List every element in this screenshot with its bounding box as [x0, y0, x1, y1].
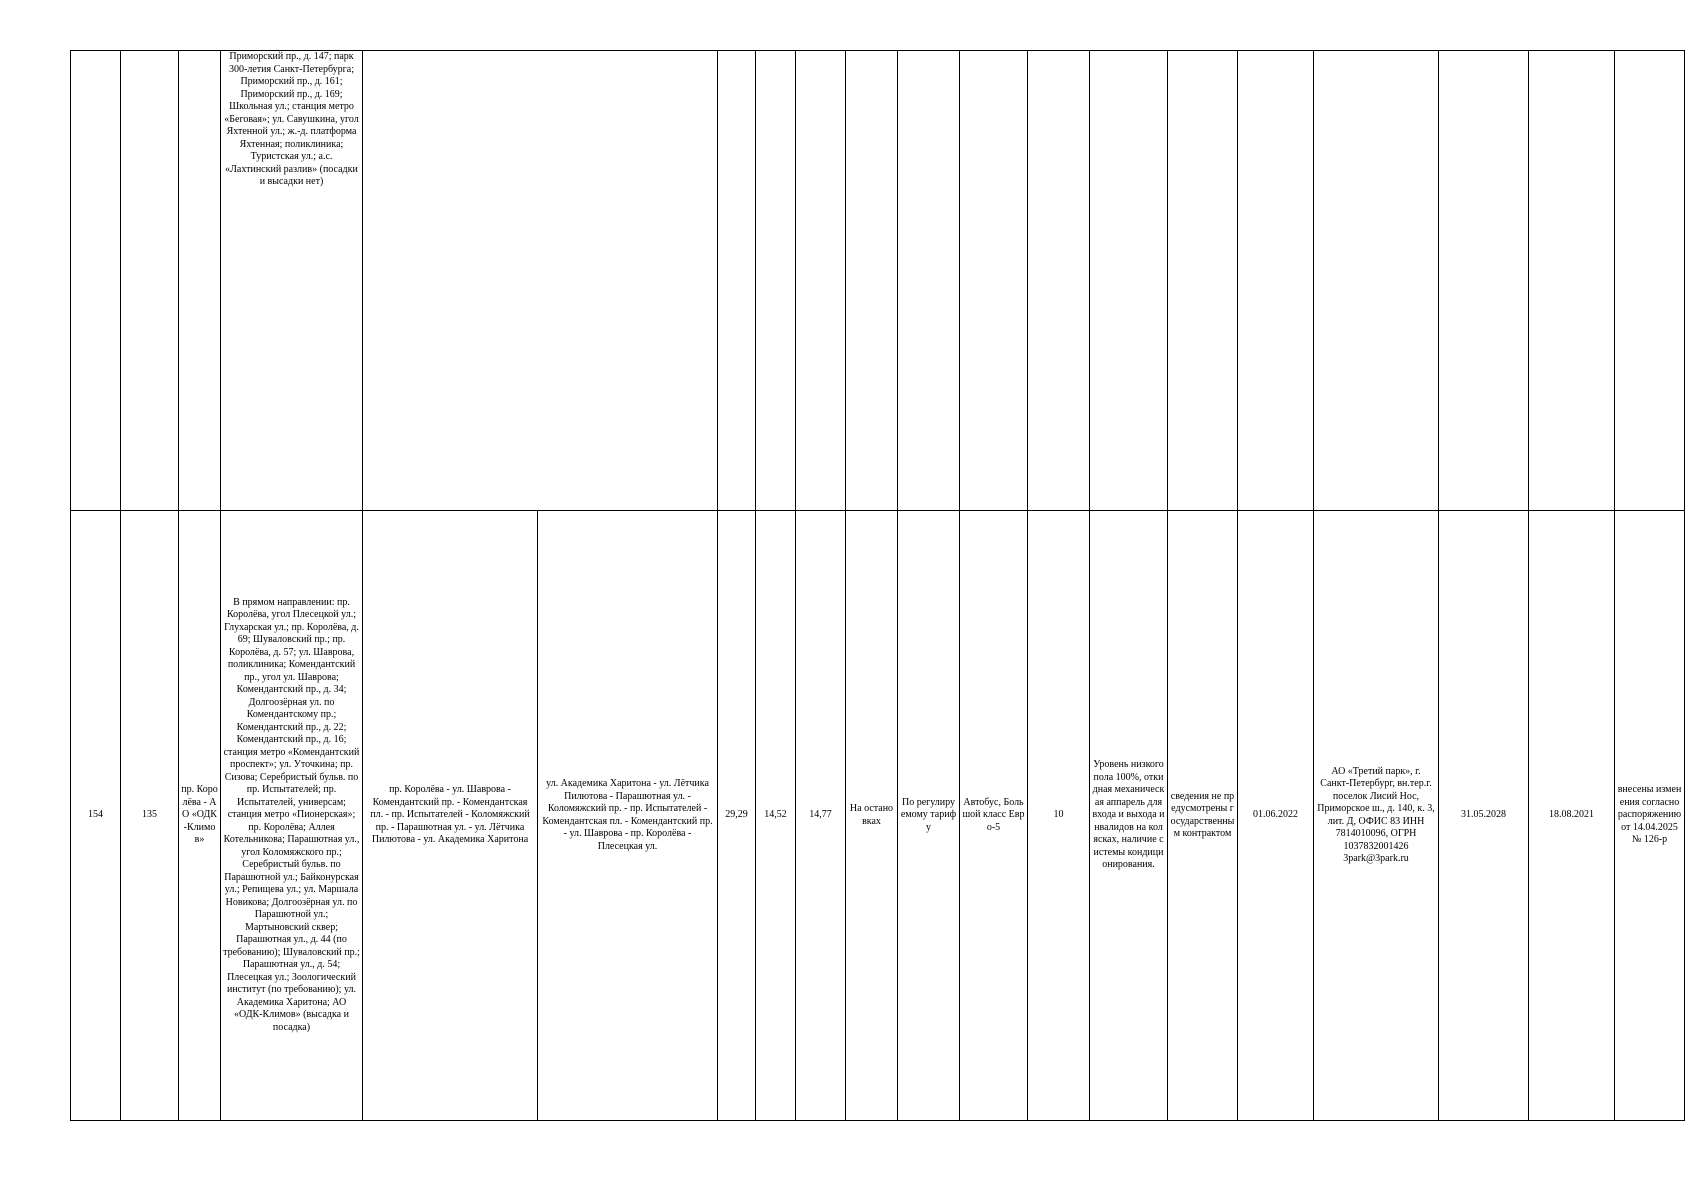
cell-tariff: По регулируемому тарифу	[898, 511, 960, 1121]
table-row-route-135	[71, 511, 1685, 1121]
cell-vehicle-count: 10	[1028, 511, 1090, 1121]
cell-registration-date: 18.08.2021	[1529, 511, 1615, 1121]
cell-stop-order	[846, 51, 898, 511]
cell-end-date: 31.05.2028	[1439, 511, 1529, 1121]
cell-notes	[1615, 51, 1685, 511]
cell-notes: внесены изменения согласно распоряжению от 14.04.2025 № 126-р	[1615, 511, 1685, 1121]
cell-length-forward: 29,29	[718, 511, 756, 1121]
cell-end-date	[1439, 51, 1529, 511]
cell-features	[1090, 51, 1168, 511]
route-registry-table	[70, 50, 1685, 1121]
cell-route-number	[121, 51, 179, 511]
cell-length-extra: 14,77	[796, 511, 846, 1121]
cell-carrier: АО «Третий парк», г. Санкт-Петербург, вн.тер.г. поселок Лисий Нос, Приморское ш., д. 140, к. 3, лит. Д, ОФИС 83 ИНН 7814010096, ОГРН 1037832001426 3park@3park.ru	[1314, 511, 1439, 1121]
cell-length-forward	[718, 51, 756, 511]
cell-vehicle-count	[1028, 51, 1090, 511]
cell-route-name: пр. Королёва - АО «ОДК-Климов»	[179, 511, 221, 1121]
cell-streets-continued	[363, 51, 718, 511]
cell-tariff	[898, 51, 960, 511]
cell-length-backward: 14,52	[756, 511, 796, 1121]
cell-contract-info	[1168, 51, 1238, 511]
cell-features: Уровень низкого пола 100%, откидная механическая аппарель для входа и выхода инвалидов на колясках, наличие системы кондиционирования.	[1090, 511, 1168, 1121]
cell-start-date	[1238, 51, 1314, 511]
cell-reg-number	[71, 51, 121, 511]
cell-registration-date	[1529, 51, 1615, 511]
cell-contract-info: сведения не предусмотрены государственным контрактом	[1168, 511, 1238, 1121]
cell-stops: В прямом направлении: пр. Королёва, угол Плесецкой ул.; Глухарская ул.; пр. Королёва, д. 69; Шуваловский пр.; пр. Королёва, д. 57; ул. Шаврова, поликлиника; Комендантский пр., угол ул. Шаврова; Комендантский пр., д. 34; Долгоозёрная ул. по Комендантскому пр.; Комендантский пр., д. 22; Комендантский пр., д. 16; станция метро «Комендантский проспект»; ул. Уточкина; пр. Сизова; Серебристый бульв. по пр. Испытателей; пр. Испытателей, универсам; станция метро «Пионерская»; пр. Королёва; Аллея Котельникова; Парашютная ул., угол Коломяжского пр.; Серебристый бульв. по Парашютной ул.; Байконурская ул.; Репищева ул.; ул. Маршала Новикова; Долгоозёрная ул. по Парашютной ул.; Мартыновский сквер; Парашютная ул., д. 44 (по требованию); Шуваловский пр.; Парашютная ул., д. 54; Плесецкая ул.; Зоологический институт (по требованию); ул. Академика Харитона; АО «ОДК-Климов» (высадка и посадка)	[221, 511, 363, 1121]
cell-stops-continued: Приморский пр., д. 147; парк 300-летия Санкт-Петербурга; Приморский пр., д. 161; Приморский пр., д. 169; Школьная ул.; станция метро «Беговая»; ул. Савушкина, угол Яхтенной ул.; ж.-д. платформа Яхтенная; поликлиника; Туристская ул.; а.с. «Лахтинский разлив» (посадки и высадки нет)	[221, 51, 363, 511]
cell-reg-number: 154	[71, 511, 121, 1121]
cell-route-number: 135	[121, 511, 179, 1121]
cell-streets-backward: ул. Академика Харитона - ул. Лётчика Пилютова - Парашютная ул. - Коломяжский пр. - пр. Испытателей - Комендантская пл. - Комендантский пр. - ул. Шаврова - пр. Королёва - Плесецкая ул.	[538, 511, 718, 1121]
cell-stop-order: На остановках	[846, 511, 898, 1121]
cell-route-name	[179, 51, 221, 511]
cell-vehicle: Автобус, Большой класс Евро-5	[960, 511, 1028, 1121]
cell-start-date: 01.06.2022	[1238, 511, 1314, 1121]
cell-length-extra	[796, 51, 846, 511]
cell-vehicle	[960, 51, 1028, 511]
cell-streets-forward: пр. Королёва - ул. Шаврова - Комендантский пр. - Комендантская пл. - пр. Испытателей - Коломяжский пр. - Парашютная ул. - ул. Лётчика Пилютова - ул. Академика Харитона	[363, 511, 538, 1121]
cell-length-backward	[756, 51, 796, 511]
table-row-continued	[71, 51, 1685, 511]
cell-carrier	[1314, 51, 1439, 511]
